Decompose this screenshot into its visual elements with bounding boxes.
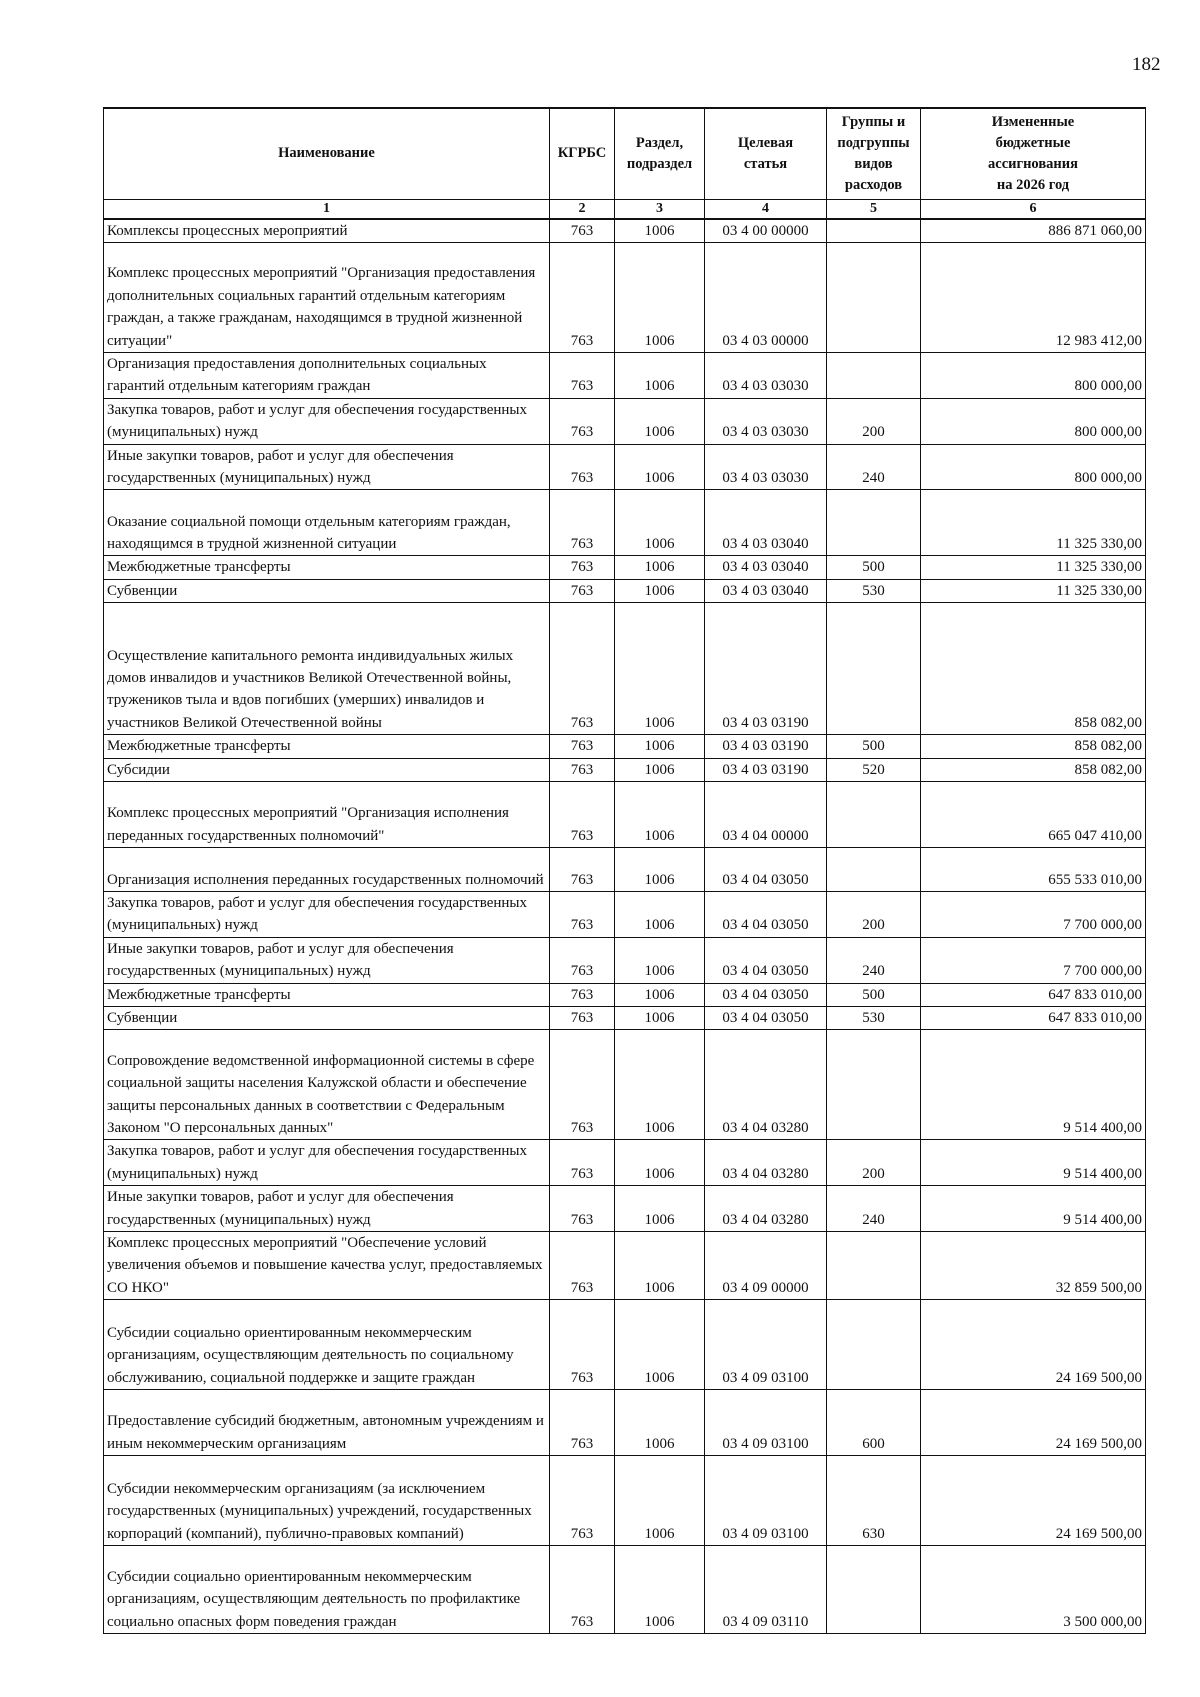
- row-target-article: 03 4 03 03030: [705, 444, 827, 490]
- table-row: [104, 891, 1146, 937]
- row-amount: 9 514 400,00: [921, 1140, 1146, 1186]
- row-target-article: 03 4 09 03100: [705, 1300, 827, 1390]
- row-expense-group: [827, 219, 921, 243]
- row-target-article: 03 4 03 00000: [705, 242, 827, 352]
- row-section: 1006: [615, 556, 705, 579]
- row-expense-group: 530: [827, 579, 921, 602]
- row-kgrbs: 763: [550, 556, 615, 579]
- row-section: 1006: [615, 983, 705, 1006]
- column-numbers-row: [104, 199, 1146, 219]
- row-target-article: 03 4 04 03280: [705, 1030, 827, 1140]
- row-section: 1006: [615, 1456, 705, 1546]
- header-target-article: Целевая статья: [705, 108, 827, 199]
- row-target-article: 03 4 04 00000: [705, 781, 827, 847]
- table-row: [104, 758, 1146, 781]
- row-name: Оказание социальной помощи отдельным категориям граждан, находящимся в трудной жизненной ситуации: [104, 490, 550, 556]
- table-row: [104, 1186, 1146, 1232]
- page-number: 182: [1132, 54, 1161, 75]
- row-amount: 858 082,00: [921, 758, 1146, 781]
- row-kgrbs: 763: [550, 219, 615, 243]
- row-amount: 647 833 010,00: [921, 983, 1146, 1006]
- row-amount: 24 169 500,00: [921, 1300, 1146, 1390]
- row-amount: 800 000,00: [921, 398, 1146, 444]
- budget-table: [103, 107, 1146, 1634]
- row-target-article: 03 4 09 03100: [705, 1456, 827, 1546]
- row-section: 1006: [615, 1030, 705, 1140]
- row-expense-group: [827, 1300, 921, 1390]
- row-section: 1006: [615, 891, 705, 937]
- table-row: [104, 242, 1146, 352]
- row-section: 1006: [615, 1232, 705, 1300]
- row-target-article: 03 4 04 03280: [705, 1140, 827, 1186]
- row-section: 1006: [615, 847, 705, 891]
- row-amount: 24 169 500,00: [921, 1456, 1146, 1546]
- row-kgrbs: 763: [550, 444, 615, 490]
- row-amount: 9 514 400,00: [921, 1186, 1146, 1232]
- row-expense-group: 500: [827, 735, 921, 758]
- row-name: Предоставление субсидий бюджетным, автономным учреждениям и иным некоммерческим организациям: [104, 1390, 550, 1456]
- column-number: 2: [550, 199, 615, 219]
- row-expense-group: [827, 781, 921, 847]
- row-target-article: 03 4 03 03190: [705, 735, 827, 758]
- column-number: 3: [615, 199, 705, 219]
- row-section: 1006: [615, 242, 705, 352]
- table-row: [104, 937, 1146, 983]
- row-amount: 32 859 500,00: [921, 1232, 1146, 1300]
- row-section: 1006: [615, 937, 705, 983]
- row-target-article: 03 4 04 03050: [705, 891, 827, 937]
- table-header-row: [104, 108, 1146, 199]
- header-expense-group: Группы и подгруппы видов расходов: [827, 108, 921, 199]
- row-kgrbs: 763: [550, 1390, 615, 1456]
- row-amount: 3 500 000,00: [921, 1546, 1146, 1634]
- table-row: [104, 1300, 1146, 1390]
- row-expense-group: [827, 1030, 921, 1140]
- row-kgrbs: 763: [550, 758, 615, 781]
- table-row: [104, 1007, 1146, 1030]
- row-expense-group: [827, 1546, 921, 1634]
- row-name: Комплексы процессных мероприятий: [104, 219, 550, 243]
- row-kgrbs: 763: [550, 1300, 615, 1390]
- table-row: [104, 603, 1146, 735]
- row-name: Осуществление капитального ремонта индивидуальных жилых домов инвалидов и участников Великой Отечественной войны, тружеников тыла и вдов погибших (умерших) инвалидов и участников Великой Отечественной войны: [104, 603, 550, 735]
- row-name: Субвенции: [104, 1007, 550, 1030]
- row-kgrbs: 763: [550, 1007, 615, 1030]
- row-expense-group: 240: [827, 444, 921, 490]
- row-section: 1006: [615, 1186, 705, 1232]
- row-amount: 7 700 000,00: [921, 937, 1146, 983]
- row-name: Иные закупки товаров, работ и услуг для обеспечения государственных (муниципальных) нужд: [104, 937, 550, 983]
- row-amount: 858 082,00: [921, 735, 1146, 758]
- table-row: [104, 490, 1146, 556]
- row-kgrbs: 763: [550, 735, 615, 758]
- row-name: Комплекс процессных мероприятий "Организация исполнения переданных государственных полномочий": [104, 781, 550, 847]
- row-expense-group: [827, 847, 921, 891]
- row-target-article: 03 4 03 03190: [705, 758, 827, 781]
- row-kgrbs: 763: [550, 352, 615, 398]
- column-number: 5: [827, 199, 921, 219]
- row-kgrbs: 763: [550, 1456, 615, 1546]
- row-kgrbs: 763: [550, 579, 615, 602]
- row-section: 1006: [615, 398, 705, 444]
- row-section: 1006: [615, 490, 705, 556]
- column-number: 6: [921, 199, 1146, 219]
- row-kgrbs: 763: [550, 398, 615, 444]
- row-section: 1006: [615, 1300, 705, 1390]
- row-name: Иные закупки товаров, работ и услуг для обеспечения государственных (муниципальных) нужд: [104, 444, 550, 490]
- table-row: [104, 1140, 1146, 1186]
- row-name: Межбюджетные трансферты: [104, 735, 550, 758]
- row-name: Иные закупки товаров, работ и услуг для обеспечения государственных (муниципальных) нужд: [104, 1186, 550, 1232]
- row-name: Организация предоставления дополнительных социальных гарантий отдельным категориям граждан: [104, 352, 550, 398]
- row-target-article: 03 4 04 03050: [705, 1007, 827, 1030]
- row-amount: 647 833 010,00: [921, 1007, 1146, 1030]
- row-target-article: 03 4 09 03100: [705, 1390, 827, 1456]
- row-target-article: 03 4 04 03050: [705, 983, 827, 1006]
- row-name: Субсидии некоммерческим организациям (за исключением государственных (муниципальных) учреждений, государственных корпораций (компаний), публично-правовых компаний): [104, 1456, 550, 1546]
- row-amount: 800 000,00: [921, 444, 1146, 490]
- row-kgrbs: 763: [550, 1030, 615, 1140]
- row-kgrbs: 763: [550, 1546, 615, 1634]
- row-expense-group: 520: [827, 758, 921, 781]
- row-target-article: 03 4 03 03040: [705, 579, 827, 602]
- row-target-article: 03 4 03 03040: [705, 490, 827, 556]
- row-kgrbs: 763: [550, 983, 615, 1006]
- row-amount: 800 000,00: [921, 352, 1146, 398]
- row-expense-group: [827, 352, 921, 398]
- row-section: 1006: [615, 219, 705, 243]
- table-row: [104, 983, 1146, 1006]
- row-target-article: 03 4 03 03030: [705, 352, 827, 398]
- table-body: [104, 219, 1146, 1634]
- table-row: [104, 1232, 1146, 1300]
- row-target-article: 03 4 00 00000: [705, 219, 827, 243]
- table-row: [104, 579, 1146, 602]
- row-section: 1006: [615, 781, 705, 847]
- row-amount: 11 325 330,00: [921, 556, 1146, 579]
- header-name: Наименование: [104, 108, 550, 199]
- row-amount: 665 047 410,00: [921, 781, 1146, 847]
- row-name: Субсидии социально ориентированным некоммерческим организациям, осуществляющим деятельность по профилактике социально опасных форм поведения граждан: [104, 1546, 550, 1634]
- row-kgrbs: 763: [550, 937, 615, 983]
- row-expense-group: 200: [827, 891, 921, 937]
- table-row: [104, 219, 1146, 243]
- row-expense-group: 200: [827, 398, 921, 444]
- row-amount: 24 169 500,00: [921, 1390, 1146, 1456]
- row-kgrbs: 763: [550, 1232, 615, 1300]
- row-section: 1006: [615, 758, 705, 781]
- header-amount: Измененные бюджетные ассигнования на 2026 год: [921, 108, 1146, 199]
- row-kgrbs: 763: [550, 847, 615, 891]
- row-expense-group: [827, 490, 921, 556]
- row-expense-group: [827, 242, 921, 352]
- row-expense-group: 500: [827, 556, 921, 579]
- row-target-article: 03 4 03 03030: [705, 398, 827, 444]
- row-section: 1006: [615, 735, 705, 758]
- row-name: Субвенции: [104, 579, 550, 602]
- row-section: 1006: [615, 1007, 705, 1030]
- table-row: [104, 847, 1146, 891]
- row-section: 1006: [615, 1546, 705, 1634]
- table-row: [104, 1030, 1146, 1140]
- row-amount: 886 871 060,00: [921, 219, 1146, 243]
- row-expense-group: 500: [827, 983, 921, 1006]
- table-row: [104, 556, 1146, 579]
- row-expense-group: [827, 603, 921, 735]
- row-expense-group: 630: [827, 1456, 921, 1546]
- header-section: Раздел, подраздел: [615, 108, 705, 199]
- row-amount: 9 514 400,00: [921, 1030, 1146, 1140]
- table-row: [104, 781, 1146, 847]
- row-kgrbs: 763: [550, 891, 615, 937]
- header-kgrbs: КГРБС: [550, 108, 615, 199]
- row-amount: 7 700 000,00: [921, 891, 1146, 937]
- row-kgrbs: 763: [550, 603, 615, 735]
- column-number: 4: [705, 199, 827, 219]
- row-kgrbs: 763: [550, 1140, 615, 1186]
- row-section: 1006: [615, 579, 705, 602]
- row-amount: 858 082,00: [921, 603, 1146, 735]
- table-row: [104, 444, 1146, 490]
- table-row: [104, 1456, 1146, 1546]
- row-section: 1006: [615, 1140, 705, 1186]
- row-target-article: 03 4 09 03110: [705, 1546, 827, 1634]
- row-target-article: 03 4 04 03050: [705, 847, 827, 891]
- row-name: Комплекс процессных мероприятий "Организация предоставления дополнительных социальных гарантий отдельным категориям граждан, а также гражданам, находящимся в трудной жизненной ситуации": [104, 242, 550, 352]
- column-number: 1: [104, 199, 550, 219]
- table-row: [104, 1546, 1146, 1634]
- row-target-article: 03 4 03 03040: [705, 556, 827, 579]
- row-expense-group: 600: [827, 1390, 921, 1456]
- row-section: 1006: [615, 444, 705, 490]
- row-name: Комплекс процессных мероприятий "Обеспечение условий увеличения объемов и повышение качества услуг, предоставляемых СО НКО": [104, 1232, 550, 1300]
- row-amount: 11 325 330,00: [921, 490, 1146, 556]
- row-name: Субсидии социально ориентированным некоммерческим организациям, осуществляющим деятельность по социальному обслуживанию, социальной поддержке и защите граждан: [104, 1300, 550, 1390]
- row-expense-group: 530: [827, 1007, 921, 1030]
- row-name: Субсидии: [104, 758, 550, 781]
- row-target-article: 03 4 03 03190: [705, 603, 827, 735]
- row-expense-group: 200: [827, 1140, 921, 1186]
- row-kgrbs: 763: [550, 781, 615, 847]
- row-name: Закупка товаров, работ и услуг для обеспечения государственных (муниципальных) нужд: [104, 398, 550, 444]
- row-name: Межбюджетные трансферты: [104, 983, 550, 1006]
- row-amount: 12 983 412,00: [921, 242, 1146, 352]
- row-target-article: 03 4 09 00000: [705, 1232, 827, 1300]
- table-row: [104, 735, 1146, 758]
- row-section: 1006: [615, 352, 705, 398]
- row-section: 1006: [615, 603, 705, 735]
- row-name: Сопровождение ведомственной информационной системы в сфере социальной защиты населения Калужской области и обеспечение защиты персональных данных в соответствии с Федеральным Законом "О персональных данных": [104, 1030, 550, 1140]
- row-name: Закупка товаров, работ и услуг для обеспечения государственных (муниципальных) нужд: [104, 1140, 550, 1186]
- row-expense-group: 240: [827, 937, 921, 983]
- row-section: 1006: [615, 1390, 705, 1456]
- row-expense-group: [827, 1232, 921, 1300]
- row-name: Межбюджетные трансферты: [104, 556, 550, 579]
- table-row: [104, 352, 1146, 398]
- row-amount: 655 533 010,00: [921, 847, 1146, 891]
- row-kgrbs: 763: [550, 490, 615, 556]
- row-kgrbs: 763: [550, 1186, 615, 1232]
- row-kgrbs: 763: [550, 242, 615, 352]
- row-target-article: 03 4 04 03280: [705, 1186, 827, 1232]
- row-amount: 11 325 330,00: [921, 579, 1146, 602]
- row-target-article: 03 4 04 03050: [705, 937, 827, 983]
- row-name: Организация исполнения переданных государственных полномочий: [104, 847, 550, 891]
- row-name: Закупка товаров, работ и услуг для обеспечения государственных (муниципальных) нужд: [104, 891, 550, 937]
- table-row: [104, 398, 1146, 444]
- table-row: [104, 1390, 1146, 1456]
- row-expense-group: 240: [827, 1186, 921, 1232]
